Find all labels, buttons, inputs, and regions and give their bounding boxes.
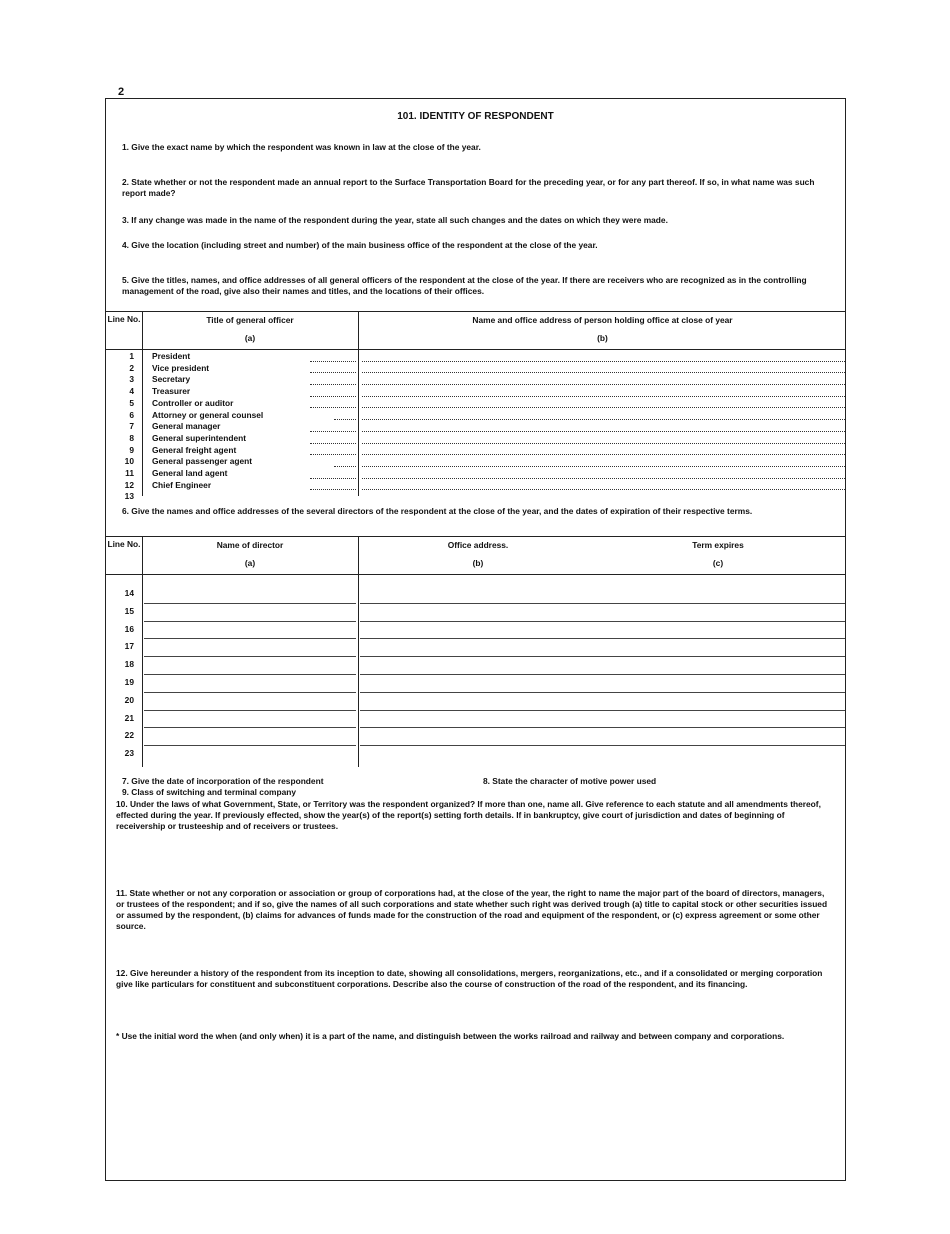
officer-title: General land agent [152, 468, 228, 478]
line-number: 3 [129, 374, 134, 385]
directors-col-a-letter: (a) [244, 558, 256, 568]
officer-row [106, 480, 845, 492]
officer-title: General freight agent [152, 444, 237, 455]
officer-title: Secretary [152, 374, 191, 385]
line-number: 4 [129, 386, 134, 397]
question-3: 3. If any change was made in the name of the respondent during the year, state all such changes and the dates on which they were made. [122, 215, 668, 225]
officer-title: President [152, 351, 191, 361]
officer-title-fill-line[interactable] [310, 431, 356, 432]
officers-table [106, 311, 845, 502]
officer-address-fill-line[interactable] [362, 361, 845, 362]
officers-col-a-letter: (a) [244, 333, 256, 343]
directors-table [106, 536, 845, 767]
line-number: 12 [124, 479, 134, 490]
director-row [106, 693, 845, 711]
line-number: 17 [124, 641, 134, 652]
question-1: 1. Give the exact name by which the respondent was known in law at the close of the year. [122, 142, 481, 152]
form-title: 101. IDENTITY OF RESPONDENT [397, 111, 554, 122]
officer-address-fill-line[interactable] [362, 489, 845, 490]
officer-title: Attorney or general counsel [152, 409, 264, 420]
officer-title-fill-line[interactable] [310, 396, 356, 397]
officer-row [106, 410, 845, 422]
line-number: 10 [124, 456, 134, 467]
directors-col-b-header: Office address. [447, 540, 509, 550]
officer-title: Treasurer [152, 386, 191, 397]
officer-address-fill-line[interactable] [362, 431, 845, 432]
officer-title: Vice president [152, 362, 210, 373]
officers-col-a-header: Title of general officer [206, 315, 294, 325]
directors-col-a-header: Name of director [216, 540, 284, 550]
officer-row [106, 468, 845, 480]
officer-title-fill-line[interactable] [334, 466, 356, 467]
officer-title-fill-line[interactable] [334, 419, 356, 420]
officer-address-fill-line[interactable] [362, 466, 845, 467]
officer-row [106, 491, 845, 503]
question-6: 6. Give the names and office addresses of the several directors of the respondent at the close of the year, and the dates of expiration of their respective terms. [122, 506, 753, 516]
director-row [106, 746, 845, 764]
officer-title-fill-line[interactable] [310, 489, 356, 490]
officer-row [106, 386, 845, 398]
officer-address-fill-line[interactable] [362, 396, 845, 397]
line-number: 7 [129, 421, 134, 432]
officer-row [106, 433, 845, 445]
officer-row [106, 456, 845, 468]
question-2: 2. State whether or not the respondent made an annual report to the Surface Transportation Board for the preceding year, or for any part thereof. If so, in what name was such report made? [122, 177, 815, 198]
officer-address-fill-line[interactable] [362, 384, 845, 385]
officer-title-fill-line[interactable] [310, 361, 356, 362]
officer-title: General passenger agent [152, 456, 253, 467]
officer-row [106, 374, 845, 386]
question-11: 11. State whether or not any corporation or association or group of corporations had, at the close of the year, the right to name the major part of the board of directors, managers, or trustees of the respondent; and if so, give the names of all such corporations and state whether such right was derived trough (a) title to capital stock or other securities issued or assumed by the respondent, (b) claims for advances of funds made for the construction of the road and equipment of the respondent, or (c) express agreement or some other source. [116, 888, 828, 931]
line-number: 14 [124, 588, 134, 598]
question-7: 7. Give the date of incorporation of the respondent [122, 776, 324, 786]
officer-title: General superintendent [152, 432, 247, 443]
line-number: 6 [129, 409, 134, 420]
line-number: 18 [124, 659, 134, 670]
directors-col-c-letter: (c) [712, 558, 724, 568]
officer-row [106, 363, 845, 375]
line-number: 23 [124, 748, 134, 759]
line-number: 9 [129, 444, 134, 455]
question-10: 10. Under the laws of what Government, State, or Territory was the respondent organized? If more than one, name all. Give reference to each statute and all amendments thereof, effected during the year. If previously effected, show the year(s) of the report(s) setting forth details. If in bankruptcy, give court of jurisdiction and dates of beginning of receivership or trusteeship and of receivers or trustees. [116, 799, 821, 831]
line-number: 20 [124, 694, 134, 705]
officers-col-b-letter: (b) [597, 333, 608, 343]
directors-col-c-header: Term expires [692, 540, 744, 550]
line-number: 13 [124, 491, 134, 502]
director-row [106, 622, 845, 640]
footnote: * Use the initial word the when (and only when) it is a part of the name, and distinguish between the works railroad and railway and between company and corporations. [116, 1031, 785, 1041]
line-number: 8 [129, 432, 134, 443]
officer-title-fill-line[interactable] [310, 454, 356, 455]
officers-line-header: Line No. [107, 314, 141, 324]
officer-row [106, 351, 845, 363]
officer-row [106, 445, 845, 457]
officer-row [106, 421, 845, 433]
director-row [106, 711, 845, 729]
officer-address-fill-line[interactable] [362, 419, 845, 420]
director-row [106, 604, 845, 622]
page-number: 2 [118, 86, 125, 98]
question-8: 8. State the character of motive power used [483, 776, 657, 786]
officer-address-fill-line[interactable] [362, 443, 845, 444]
officer-title: General manager [152, 421, 221, 432]
question-4: 4. Give the location (including street and number) of the main business office of the respondent at the close of the year. [122, 240, 598, 250]
director-row [106, 639, 845, 657]
line-number: 19 [124, 677, 134, 687]
question-5: 5. Give the titles, names, and office addresses of all general officers of the respondent at the close of the year. If there are receivers who are recognized as in the controlling management of the road, give also their names and titles, and the locations of their offices. [122, 275, 807, 296]
line-number: 21 [124, 712, 134, 723]
line-number: 5 [129, 397, 134, 408]
officer-address-fill-line[interactable] [362, 407, 845, 408]
line-number: 22 [124, 730, 134, 741]
line-number: 15 [124, 605, 134, 616]
officers-col-b-header: Name and office address of person holding office at close of year [472, 315, 733, 325]
director-row [106, 586, 845, 604]
directors-col-b-letter: (b) [472, 558, 484, 568]
line-number: 2 [129, 362, 134, 373]
form-frame [105, 98, 846, 1181]
officer-address-fill-line[interactable] [362, 372, 845, 373]
officer-title-fill-line[interactable] [310, 384, 356, 385]
officer-title: Chief Engineer [152, 479, 212, 490]
officer-title-fill-line[interactable] [310, 372, 356, 373]
question-9: 9. Class of switching and terminal company [122, 787, 297, 797]
line-number: 11 [125, 468, 134, 478]
director-row [106, 728, 845, 746]
officer-title: Controller or auditor [152, 397, 234, 408]
officer-address-fill-line[interactable] [362, 478, 845, 479]
officer-title-fill-line[interactable] [310, 407, 356, 408]
line-number: 16 [124, 623, 134, 634]
director-row [106, 675, 845, 693]
officer-title-fill-line[interactable] [310, 443, 356, 444]
line-number: 1 [129, 351, 134, 361]
officer-title-fill-line[interactable] [310, 478, 356, 479]
director-row [106, 657, 845, 675]
officer-row [106, 398, 845, 410]
officer-address-fill-line[interactable] [362, 454, 845, 455]
question-12: 12. Give hereunder a history of the respondent from its inception to date, showing all consolidations, mergers, reorganizations, etc., and if a consolidated or merging corporation give like particulars for constituent and subconstituent corporations. Describe also the course of construction of the road of the respondent, and its financing. [116, 968, 823, 989]
directors-line-header: Line No. [107, 539, 141, 549]
